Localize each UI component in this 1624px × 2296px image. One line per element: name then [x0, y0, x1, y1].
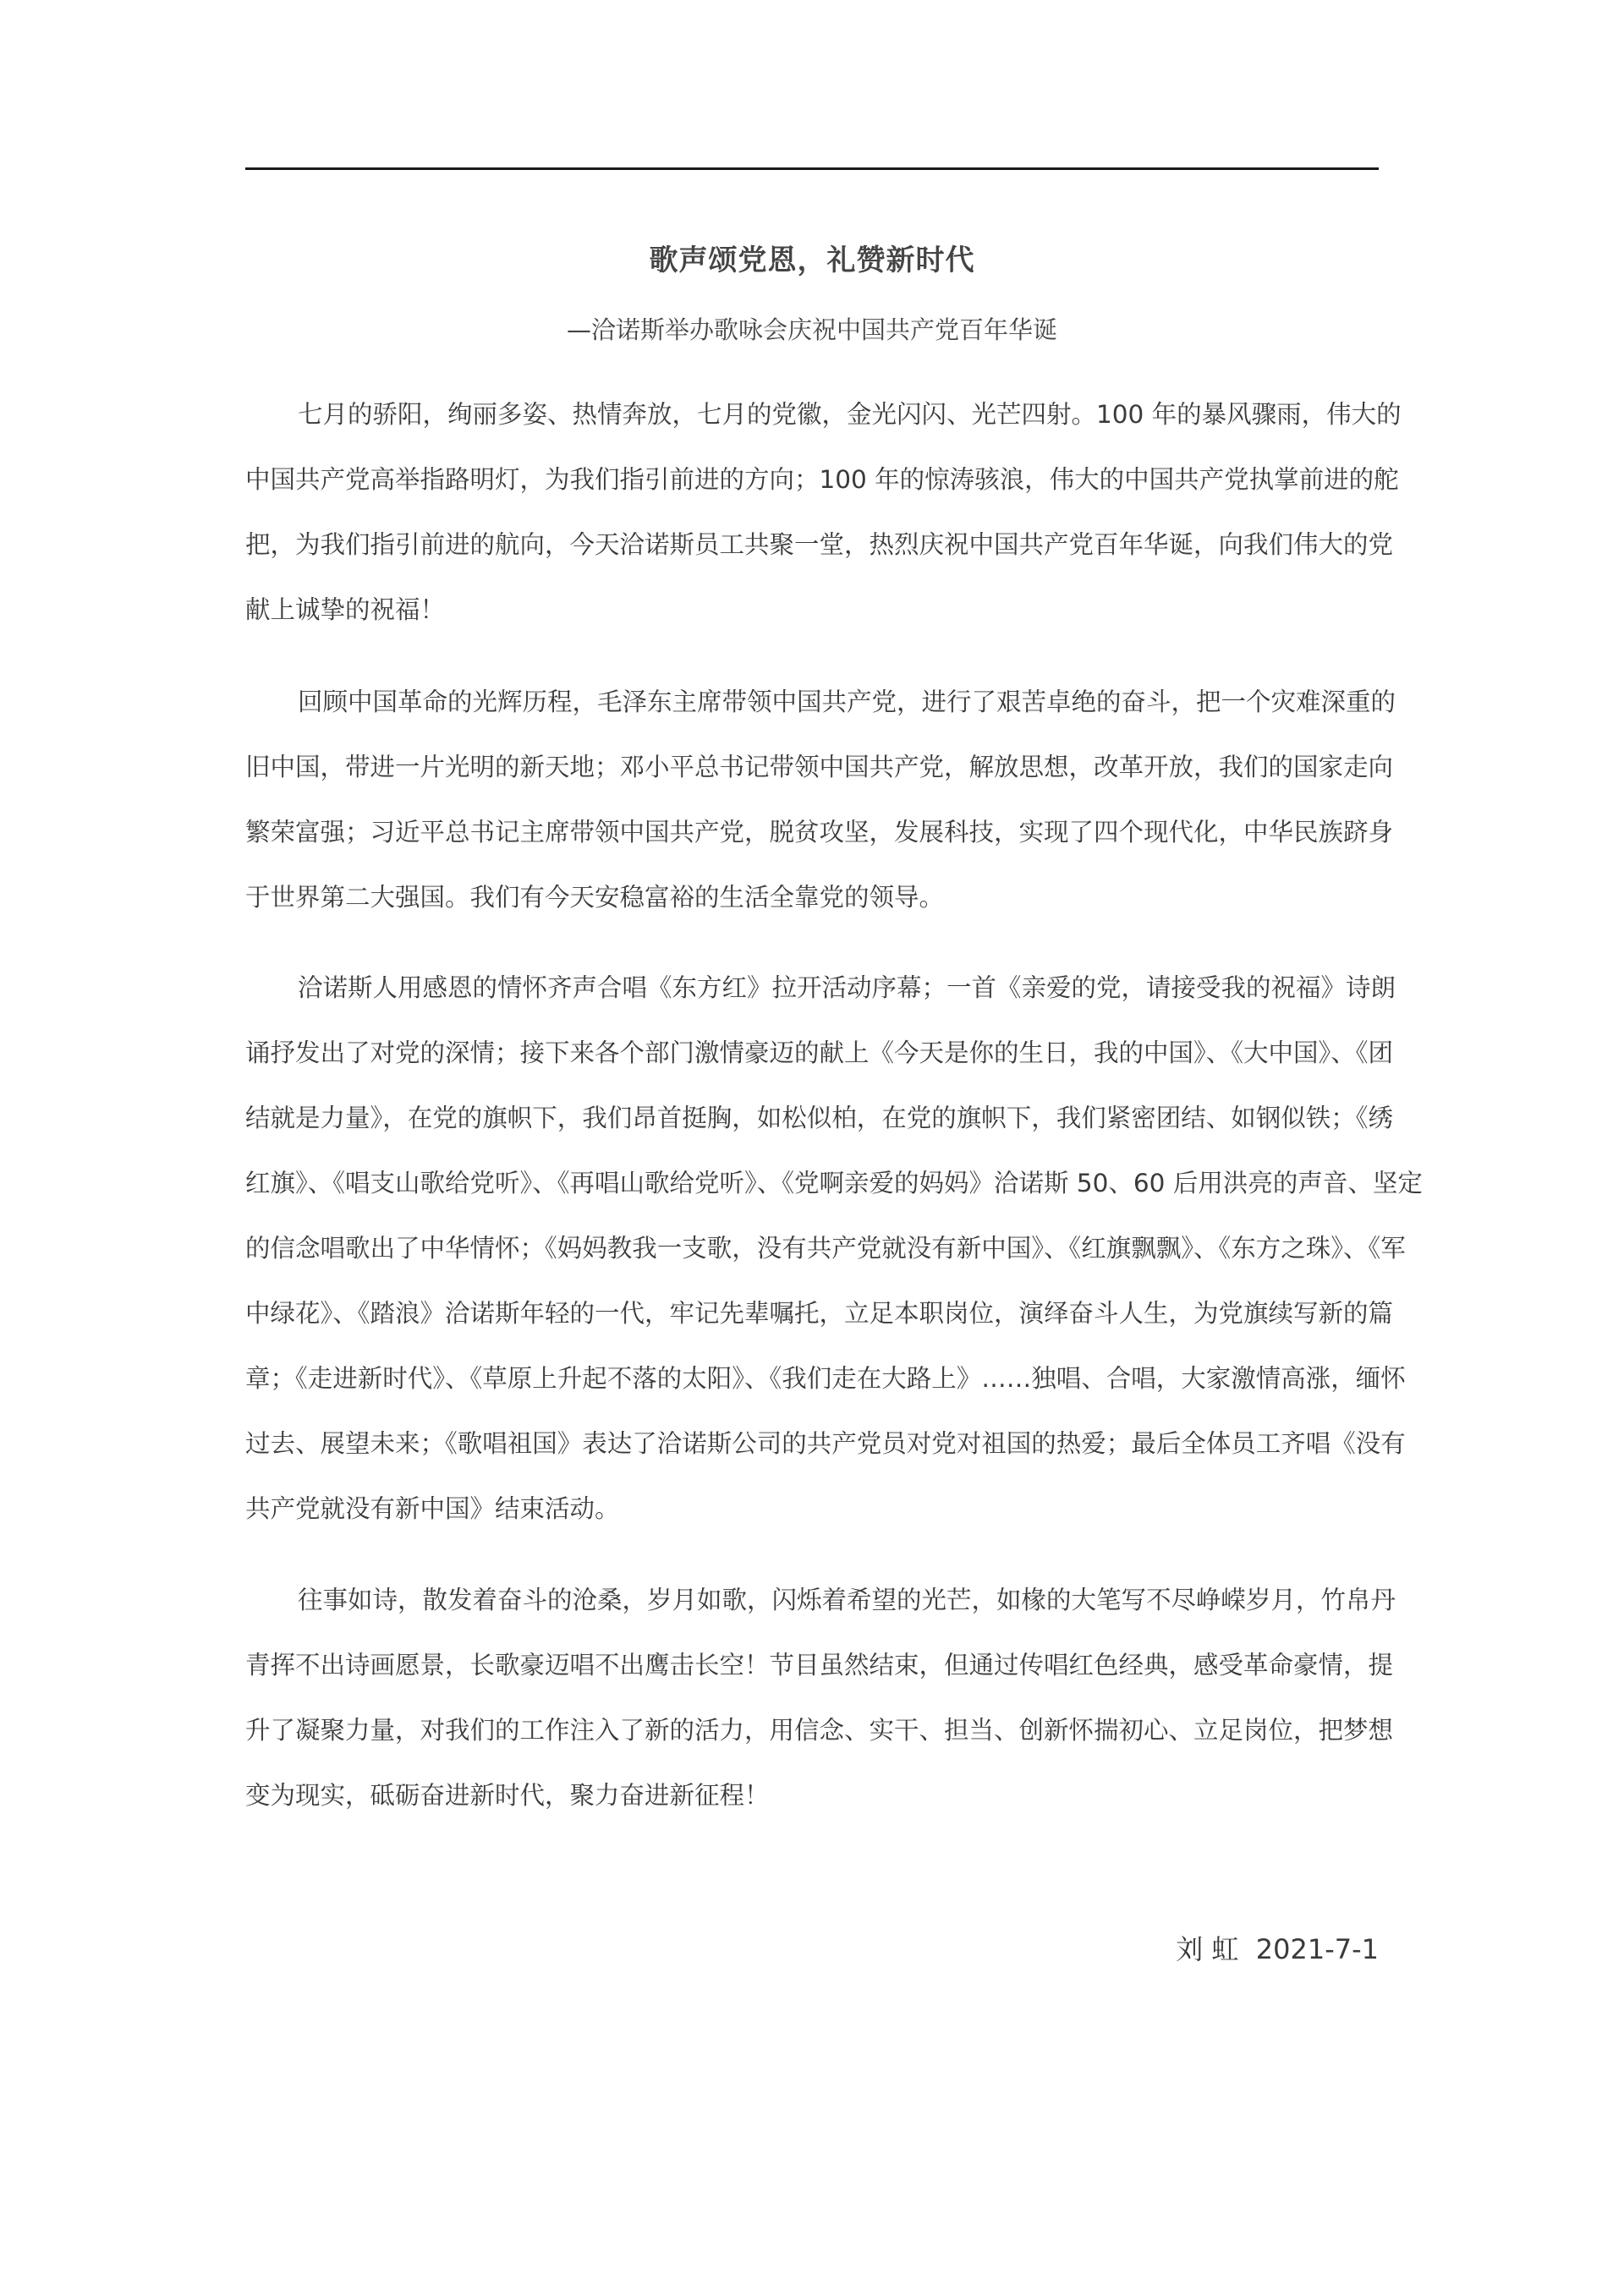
paragraph-line: 变为现实，砥砺奋进新时代，聚力奋进新征程！ — [245, 1781, 770, 1810]
paragraph-line: 结就是力量》，在党的旗帜下，我们昂首挺胸，如松似柏，在党的旗帜下，我们紧密团结、如钢似铁；《绣 — [245, 1104, 1394, 1132]
document-title: 歌声颂党恩，礼赞新时代 — [649, 244, 975, 277]
paragraph-line: 于世界第二大强国。我们有今天安稳富裕的生活全靠党的领导。 — [245, 883, 945, 912]
paragraph-line: 过去、展望未来；《歌唱祖国》表达了洽诺斯公司的共产党员对党对祖国的热爱；最后全体员工齐唱《没有 — [245, 1429, 1406, 1458]
paragraph-line: 升了凝聚力量，对我们的工作注入了新的活力，用信念、实干、担当、创新怀揣初心、立足岗位，把梦想 — [245, 1716, 1394, 1745]
paragraph-2 — [245, 670, 1396, 930]
signature-author: 刘 虹 — [1176, 1933, 1239, 1965]
paragraph-line: 青挥不出诗画愿景，长歌豪迈唱不出鹰击长空！节目虽然结束，但通过传唱红色经典，感受革命豪情，提 — [245, 1651, 1394, 1680]
document-subtitle: —洽诺斯举办歌咏会庆祝中国共产党百年华诞 — [566, 315, 1057, 344]
paragraph-line: 献上诚挚的祝福！ — [245, 595, 446, 624]
paragraph-line: 的信念唱歌出了中华情怀；《妈妈教我一支歌，没有共产党就没有新中国》、《红旗飘飘》、《东方之珠》、《军 — [245, 1234, 1406, 1263]
paragraph-line: 往事如诗，散发着奋斗的沧桑，岁月如歌，闪烁着希望的光芒，如椽的大笔写不尽峥嵘岁月，竹帛丹 — [298, 1586, 1396, 1614]
paragraph-line: 旧中国，带进一片光明的新天地；邓小平总书记带领中国共产党，解放思想，改革开放，我们的国家走向 — [245, 753, 1394, 781]
paragraph-line: 七月的骄阳，绚丽多姿、热情奔放，七月的党徽，金光闪闪、光芒四射。100 年的暴风骤雨，伟大的 — [298, 400, 1402, 429]
paragraph-1 — [245, 382, 1402, 643]
paragraph-line: 把，为我们指引前进的航向，今天洽诺斯员工共聚一堂，热烈庆祝中国共产党百年华诞，向我们伟大的党 — [245, 530, 1394, 559]
paragraph-line: 中国共产党高举指路明灯，为我们指引前进的方向；100 年的惊涛骇浪，伟大的中国共产党执掌前进的舵 — [245, 465, 1399, 494]
signature-date: 2021-7-1 — [1255, 1933, 1379, 1965]
paragraph-4 — [245, 1568, 1396, 1828]
signature — [1176, 1928, 1379, 1970]
paragraph-line: 繁荣富强；习近平总书记主席带领中国共产党，脱贫攻坚，发展科技，实现了四个现代化，中华民族跻身 — [245, 818, 1394, 847]
paragraph-line: 洽诺斯人用感恩的情怀齐声合唱《东方红》拉开活动序幕；一首《亲爱的党，请接受我的祝福》诗朗 — [298, 973, 1396, 1002]
paragraph-line: 章；《走进新时代》、《草原上升起不落的太阳》、《我们走在大路上》……独唱、合唱，大家激情高涨，缅怀 — [245, 1364, 1406, 1393]
header-rule — [245, 167, 1379, 170]
paragraph-line: 红旗》、《唱支山歌给党听》、《再唱山歌给党听》、《党啊亲爱的妈妈》洽诺斯 50、60 后用洪亮的声音、坚定 — [245, 1169, 1423, 1197]
paragraph-line: 中绿花》、《踏浪》洽诺斯年轻的一代，牢记先辈嘱托，立足本职岗位，演绎奋斗人生，为党旗续写新的篇 — [245, 1299, 1394, 1328]
paragraph-3 — [245, 956, 1423, 1542]
paragraph-line: 回顾中国革命的光辉历程，毛泽东主席带领中国共产党，进行了艰苦卓绝的奋斗，把一个灾难深重的 — [298, 688, 1396, 716]
paragraph-line: 共产党就没有新中国》结束活动。 — [245, 1494, 620, 1523]
paragraph-line: 诵抒发出了对党的深情；接下来各个部门激情豪迈的献上《今天是你的生日，我的中国》、《大中国》、《团 — [245, 1038, 1394, 1067]
